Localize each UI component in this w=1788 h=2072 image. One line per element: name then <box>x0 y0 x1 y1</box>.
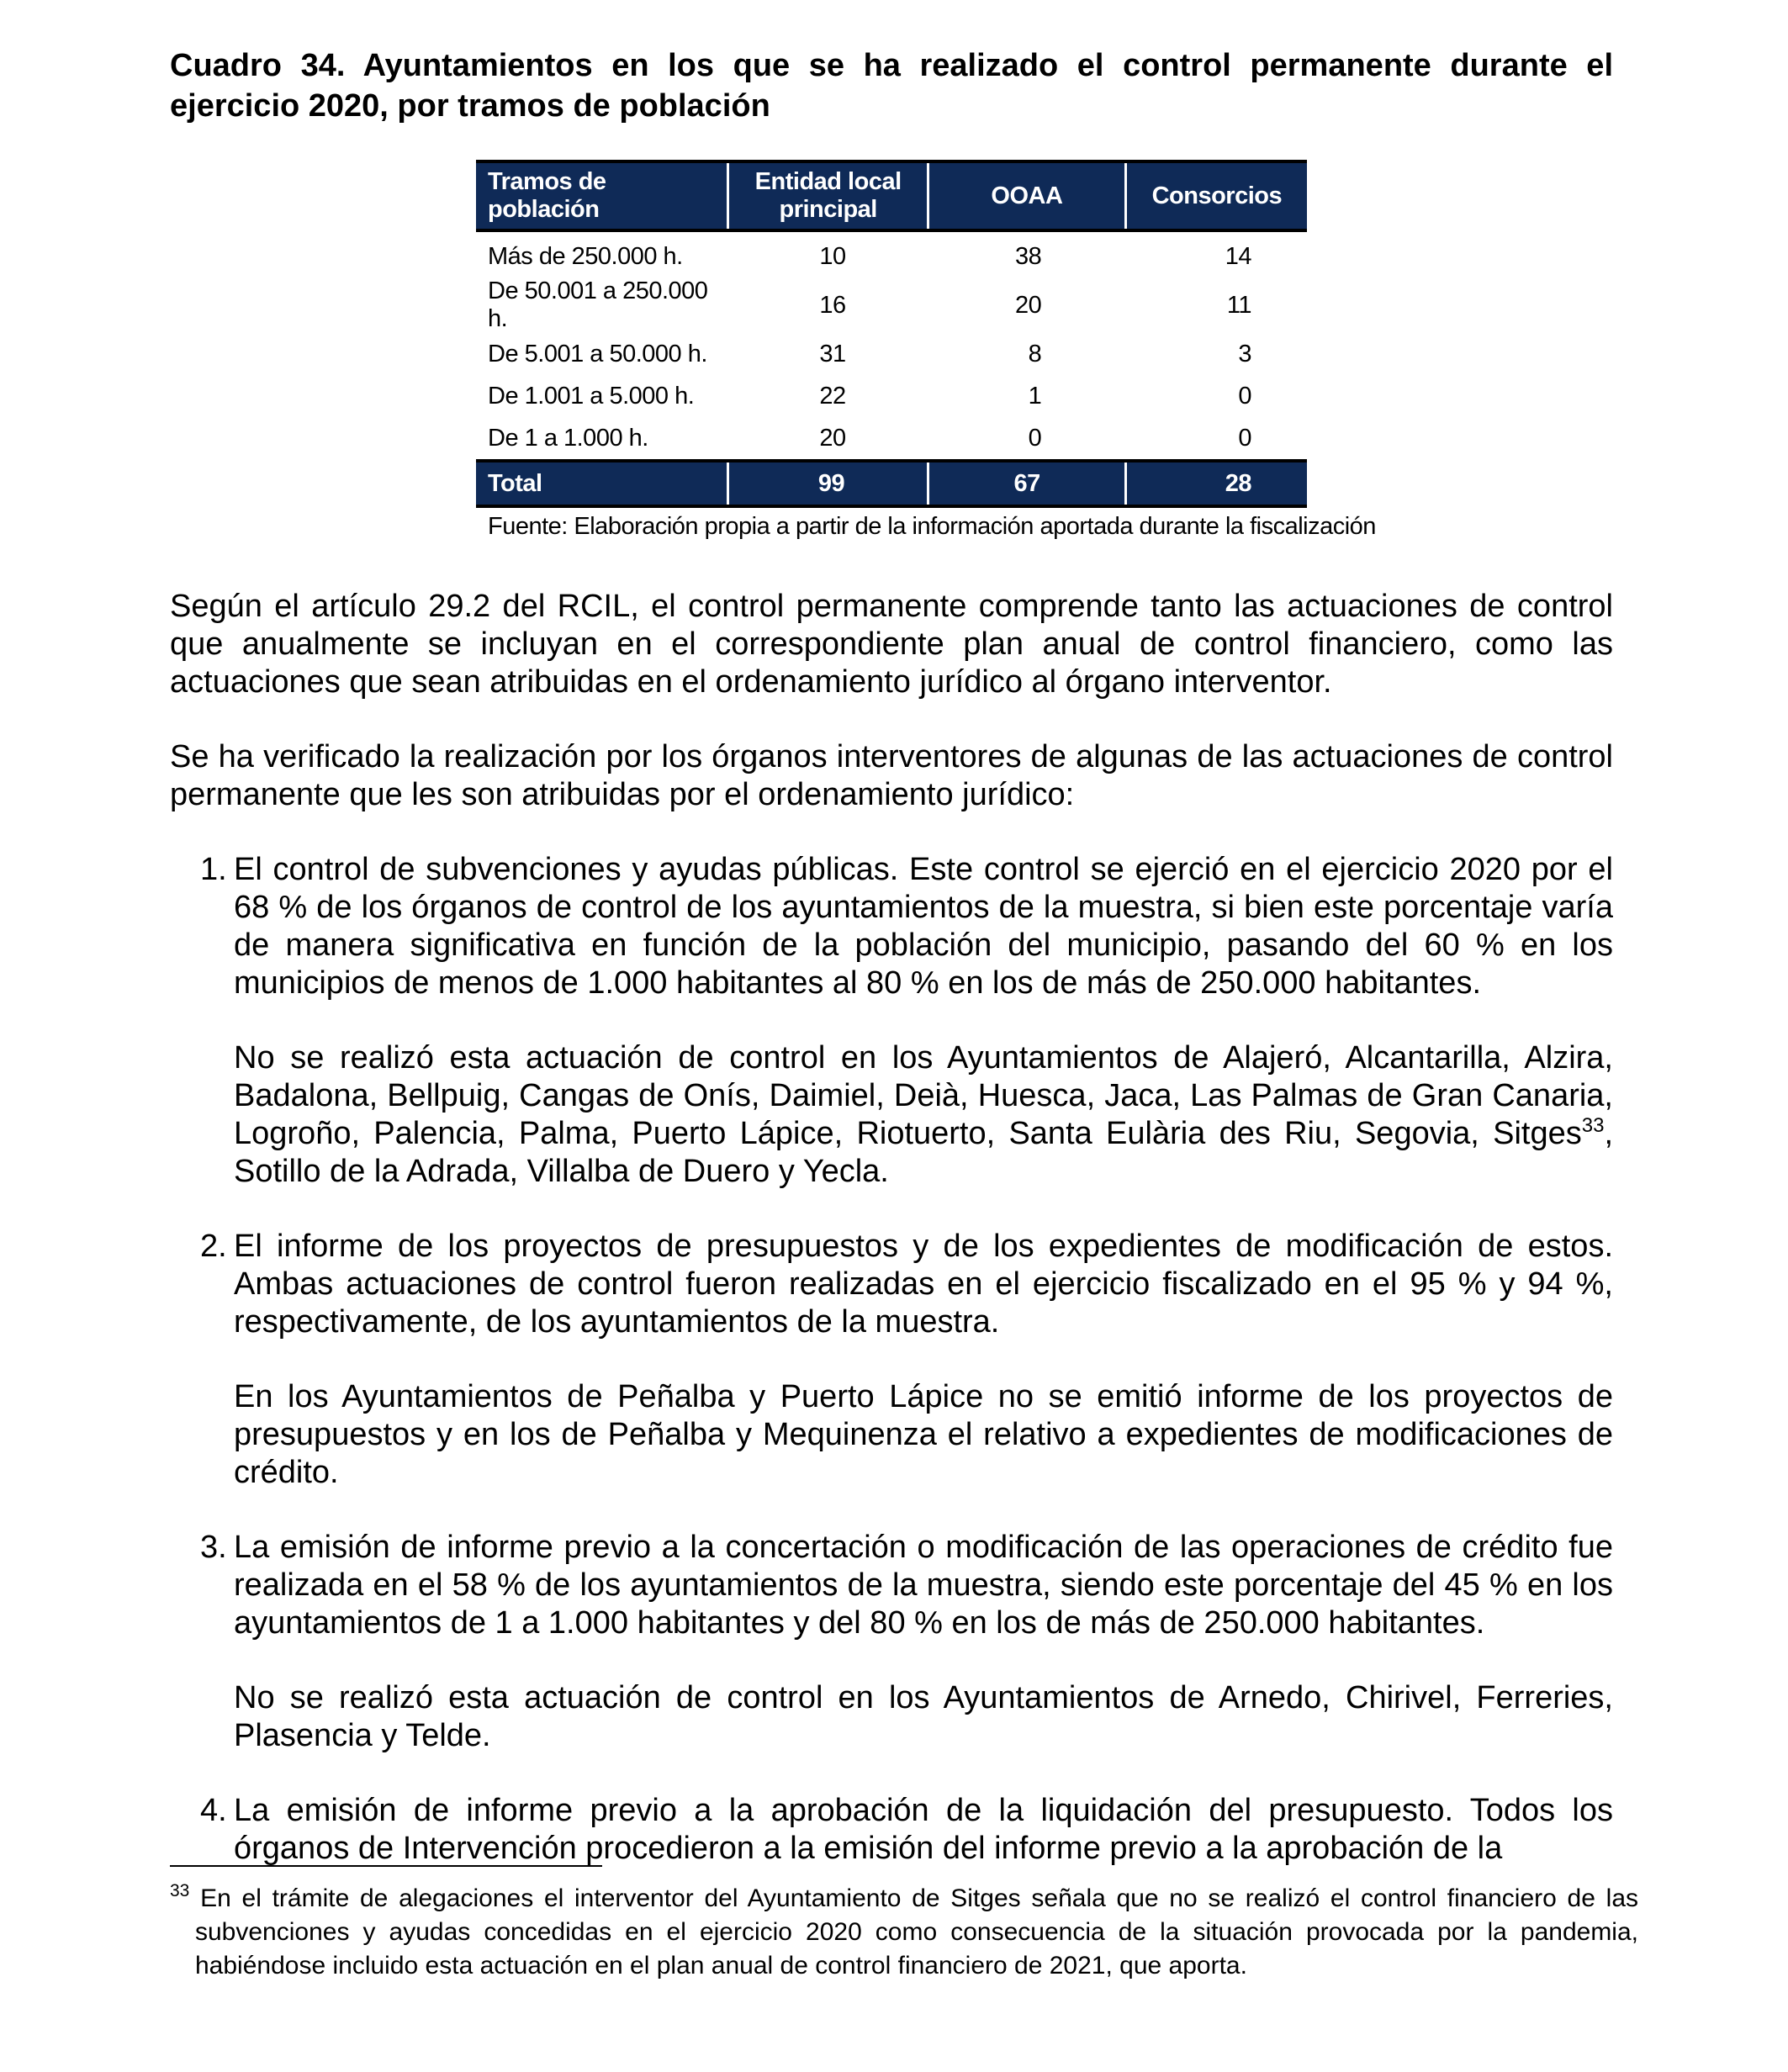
cell-entidad: 31 <box>819 340 846 367</box>
list-item <box>170 1529 1613 1755</box>
cell-ooaa: 20 <box>1014 291 1042 319</box>
list-item-text: La emisión de informe previo a la aprobación de la liquidación del presupuesto. Todos los órganos de Intervención procedieron a la emisión del informe previo a la aprobación de la <box>234 1793 1613 1866</box>
list-item-number: 4. <box>200 1793 227 1828</box>
paragraph-verification: Se ha verificado la realización por los órganos interventores de algunas de las actuaciones de control permanente que les son atribuidas por el ordenamiento jurídico: <box>170 739 1613 812</box>
list-item-number: 3. <box>200 1530 227 1565</box>
total-ooaa: 67 <box>928 461 1126 506</box>
cell-entidad: 20 <box>819 424 846 452</box>
table-caption: Cuadro 34. Ayuntamientos en los que se ha realizado el control permanente durante el ejercicio 2020, por tramos de población <box>170 48 1613 124</box>
total-entidad: 99 <box>728 461 928 506</box>
list-item-number: 2. <box>200 1229 227 1264</box>
list-item-text: El control de subvenciones y ayudas públicas. Este control se ejerció en el ejercicio 2020 por el 68 % de los órganos de control de los ayuntamientos de la muestra, si bien este porcentaje varía de manera significativa en función de la población del municipio, pasando del 60 % en los municipios de menos de 1.000 habitantes al 80 % en los de más de 250.000 habitantes. <box>234 852 1613 1001</box>
document-page <box>170 45 1613 1868</box>
list-item-detail <box>234 1039 1613 1191</box>
table-total-row <box>476 461 1307 506</box>
row-label: De 50.001 a 250.000 h. <box>488 278 708 332</box>
table-row <box>476 333 1307 375</box>
cell-ooaa: 38 <box>1014 242 1042 270</box>
cell-ooaa: 1 <box>1028 382 1042 410</box>
detail-text: No se realizó esta actuación de control en los Ayuntamientos de Alajeró, Alcantarilla, Alzira, Badalona, Bellpuig, Cangas de Onís, Daimiel, Deià, Huesca, Jaca, Las Palmas de Gran Canaria, Logroño, Palencia, Palma, Puerto Lápice, Riotuerto, Santa Eulària des Riu, Segovia, Sitges <box>234 1040 1613 1151</box>
row-label: Más de 250.000 h. <box>488 242 683 270</box>
table-row <box>476 417 1307 461</box>
footnote-reference[interactable]: 33 <box>1581 1114 1605 1137</box>
row-label: De 1.001 a 5.000 h. <box>488 382 695 410</box>
population-table-wrap <box>476 160 1376 541</box>
cell-consorcios: 14 <box>1225 242 1251 270</box>
cell-ooaa: 0 <box>1028 424 1042 452</box>
header-entidad: Entidad local principal <box>728 161 928 230</box>
table-source: Fuente: Elaboración propia a partir de la información aportada durante la fiscalización <box>488 513 1376 540</box>
table-row <box>476 375 1307 417</box>
cell-entidad: 10 <box>819 242 846 270</box>
cell-entidad: 22 <box>819 382 846 410</box>
list-item <box>170 1792 1613 1868</box>
row-label: De 5.001 a 50.000 h. <box>488 340 707 367</box>
header-ooaa: OOAA <box>928 161 1126 230</box>
cell-ooaa: 8 <box>1028 340 1042 367</box>
cell-consorcios: 3 <box>1238 340 1251 367</box>
cell-consorcios: 0 <box>1238 382 1251 410</box>
cell-consorcios: 11 <box>1226 291 1251 319</box>
total-label: Total <box>476 461 728 506</box>
table-header-row <box>476 161 1307 230</box>
table-row <box>476 230 1307 278</box>
cell-consorcios: 0 <box>1238 424 1251 452</box>
cell-entidad: 16 <box>819 291 846 319</box>
total-consorcios: 28 <box>1125 461 1307 506</box>
list-item <box>170 851 1613 1191</box>
header-tramos: Tramos de población <box>476 161 728 230</box>
list-item-number: 1. <box>200 852 227 887</box>
header-consorcios: Consorcios <box>1125 161 1307 230</box>
row-label: De 1 a 1.000 h. <box>488 424 648 452</box>
table-row <box>476 278 1307 333</box>
paragraph-rcil: Según el artículo 29.2 del RCIL, el control permanente comprende tanto las actuaciones de control que anualmente se incluyan en el correspondiente plan anual de control financiero, como las actuaciones que sean atribuidas en el ordenamiento jurídico al órgano interventor. <box>170 589 1613 700</box>
list-item-detail: En los Ayuntamientos de Peñalba y Puerto Lápice no se emitió informe de los proyectos de presupuestos y en los de Peñalba y Mequinenza el relativo a expedientes de modificaciones de crédito. <box>234 1379 1613 1490</box>
list-item <box>170 1228 1613 1492</box>
population-table <box>476 160 1307 508</box>
list-item-text: El informe de los proyectos de presupuestos y de los expedientes de modificación de estos. Ambas actuaciones de control fueron realizadas en el ejercicio fiscalizado en el 95 % y 94 %, respectivamente, de los ayuntamientos de la muestra. <box>234 1229 1613 1340</box>
list-item-detail: No se realizó esta actuación de control en los Ayuntamientos de Arnedo, Chirivel, Ferreries, Plasencia y Telde. <box>234 1680 1613 1753</box>
numbered-list <box>170 851 1613 1868</box>
footnote-text: En el trámite de alegaciones el interventor del Ayuntamiento de Sitges señala que no se realizó el control financiero de las subvenciones y ayudas concedidas en el ejercicio 2020 como consecuencia de la situación provocada por la pandemia, habiéndose incluido esta actuación en el plan anual de control financiero de 2021, que aporta. <box>195 1884 1639 1980</box>
footnote-divider <box>170 1865 602 1867</box>
footnote <box>170 1882 1638 1983</box>
detail-text-end: , Sotillo de la Adrada, Villalba de Duero y Yecla. <box>234 1116 1613 1189</box>
list-item-text: La emisión de informe previo a la concertación o modificación de las operaciones de crédito fue realizada en el 58 % de los ayuntamientos de la muestra, siendo este porcentaje del 45 % en los ayuntamientos de 1 a 1.000 habitantes y del 80 % en los de más de 250.000 habitantes. <box>234 1530 1613 1641</box>
footnote-mark: 33 <box>170 1881 190 1900</box>
